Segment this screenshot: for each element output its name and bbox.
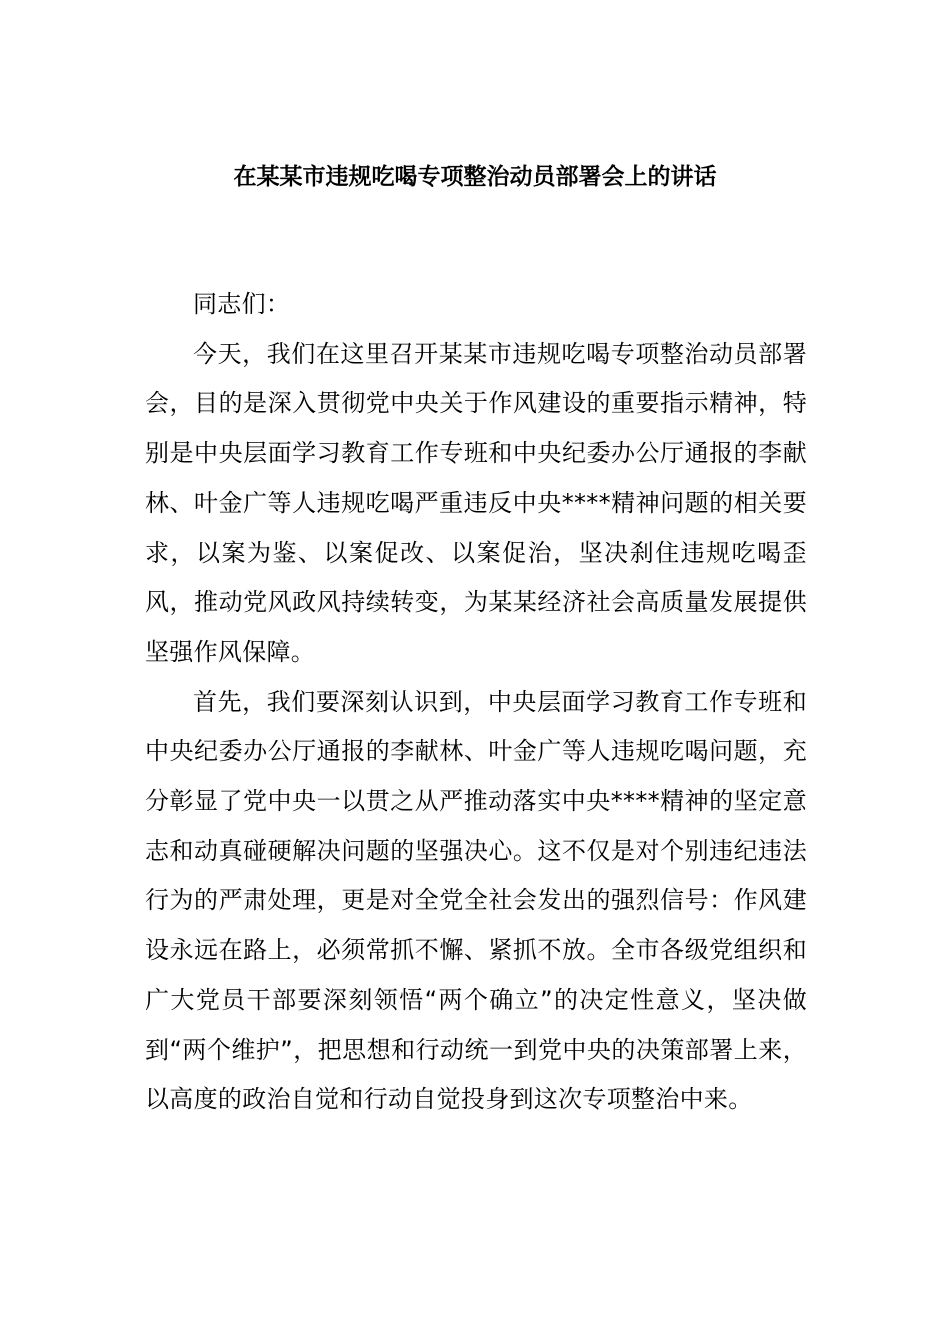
document-body [145, 280, 807, 1125]
paragraph-2: 首先，我们要深刻认识到，中央层面学习教育工作专班和中央纪委办公厅通报的李献林、叶金广等人违规吃喝问题，充分彰显了党中央一以贯之从严推动落实中央****精神的坚定意志和动真碰硬解决问题的坚强决心。这不仅是对个别违纪违法行为的严肃处理，更是对全党全社会发出的强烈信号：作风建设永远在路上，必须常抓不懈、紧抓不放。全市各级党组织和广大党员干部要深刻领悟“两个确立”的决定性意义，坚决做到“两个维护”，把思想和行动统一到党中央的决策部署上来，以高度的政治自觉和行动自觉投身到这次专项整治中来。 [145, 687, 807, 1114]
paragraph-1: 今天，我们在这里召开某某市违规吃喝专项整治动员部署会，目的是深入贯彻党中央关于作风建设的重要指示精神，特别是中央层面学习教育工作专班和中央纪委办公厅通报的李献林、叶金广等人违规吃喝严重违反中央****精神问题的相关要求，以案为鉴、以案促改、以案促治，坚决刹住违规吃喝歪风，推动党风政风持续转变，为某某经济社会高质量发展提供坚强作风保障。 [145, 339, 807, 666]
document-title: 在某某市违规吃喝专项整治动员部署会上的讲话 [233, 164, 717, 190]
salutation: 同志们： [193, 290, 291, 318]
